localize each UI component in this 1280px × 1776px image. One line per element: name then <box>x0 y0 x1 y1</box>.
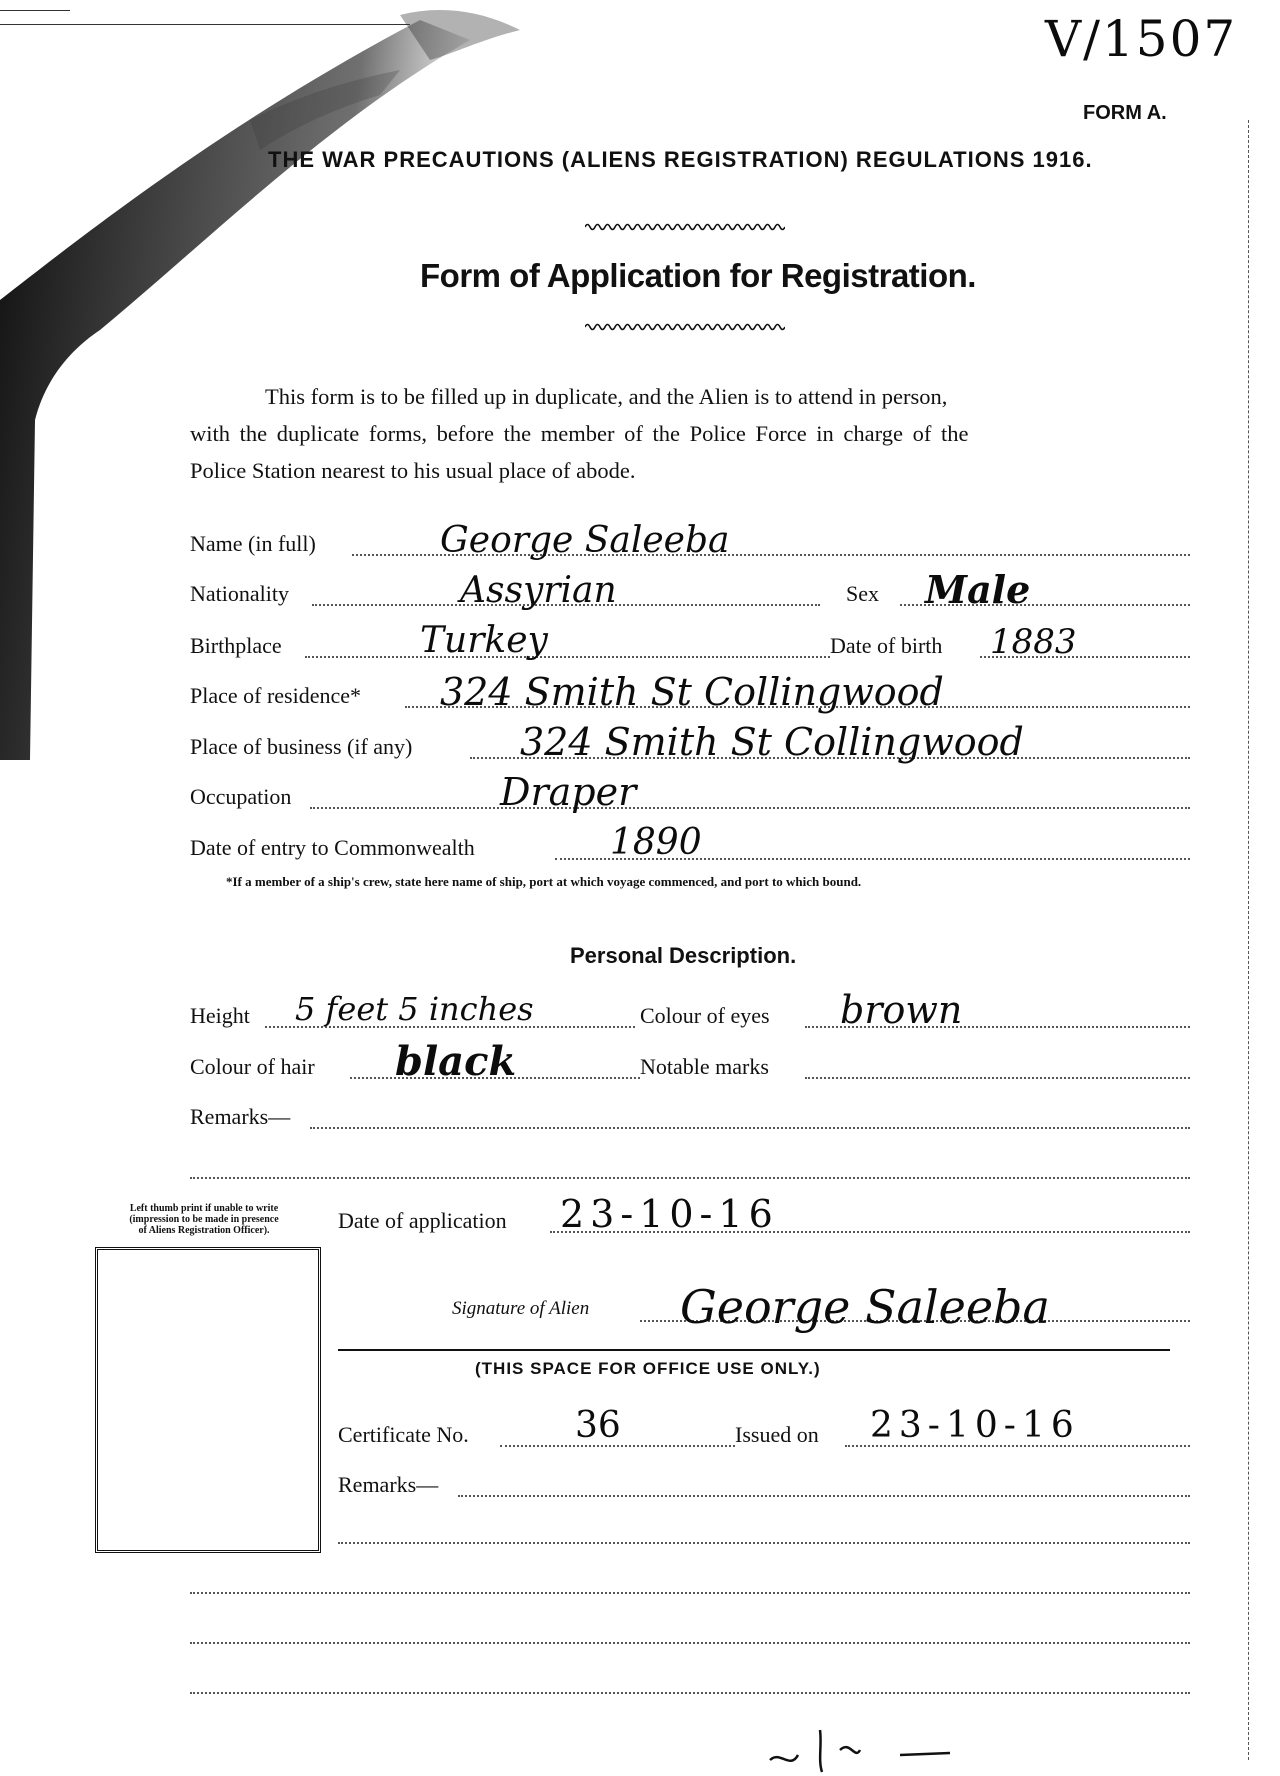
thumb-print-box[interactable] <box>95 1247 321 1553</box>
pen-marks <box>760 1720 1000 1776</box>
marks-label: Notable marks <box>640 1054 769 1079</box>
birthplace-label: Birthplace <box>190 633 282 658</box>
nationality-value[interactable]: Assyrian <box>460 570 617 611</box>
office-remarks-label: Remarks— <box>338 1472 439 1497</box>
entry-date-label: Date of entry to Commonwealth <box>190 835 475 860</box>
regulations-title: THE WAR PRECAUTIONS (ALIENS REGISTRATION) REGULATIONS 1916. <box>268 147 1093 172</box>
footnote: *If a member of a ship's crew, state here name of ship, port at which voyage commenced, and port to which bound. <box>226 874 862 889</box>
decorative-squiggle <box>585 322 785 332</box>
height-value[interactable]: 5 feet 5 inches <box>295 990 534 1028</box>
remarks-line-2 <box>190 1177 1190 1179</box>
certificate-label: Certificate No. <box>338 1422 469 1447</box>
right-edge-rule <box>1248 120 1249 1760</box>
remarks-line <box>310 1127 1190 1129</box>
thumb-caption-line-1: Left thumb print if unable to write <box>129 1203 279 1214</box>
decorative-squiggle <box>585 222 785 232</box>
occupation-line <box>310 807 1190 809</box>
residence-label: Place of residence* <box>190 683 362 708</box>
personal-description-heading: Personal Description. <box>570 943 797 968</box>
business-label: Place of business (if any) <box>190 734 413 759</box>
eyes-label: Colour of eyes <box>640 1003 770 1028</box>
instructions-line-3: Police Station nearest to his usual place of abode. <box>190 458 636 483</box>
business-value[interactable]: 324 Smith St Collingwood <box>520 720 1024 764</box>
hair-value[interactable]: black <box>395 1038 517 1085</box>
signature-value[interactable]: George Saleeba <box>680 1280 1050 1334</box>
application-date-value[interactable]: 23-10-16 <box>560 1192 779 1236</box>
office-remarks-line-3 <box>190 1592 1190 1594</box>
birthplace-line <box>305 656 830 658</box>
nationality-label: Nationality <box>190 581 289 606</box>
form-title: Form of Application for Registration. <box>420 257 976 294</box>
file-reference: V/1507 <box>1045 10 1238 68</box>
height-label: Height <box>190 1003 250 1028</box>
signature-label: Signature of Alien <box>452 1298 590 1319</box>
hair-label: Colour of hair <box>190 1054 315 1079</box>
name-label: Name (in full) <box>190 531 316 556</box>
eyes-value[interactable]: brown <box>840 988 963 1032</box>
sex-value[interactable]: Male <box>925 567 1031 612</box>
occupation-value[interactable]: Draper <box>500 770 637 814</box>
office-remarks-line-4 <box>190 1642 1190 1644</box>
office-use-heading: (THIS SPACE FOR OFFICE USE ONLY.) <box>475 1359 821 1378</box>
instructions-line-1: This form is to be filled up in duplicate, and the Alien is to attend in person, <box>265 384 948 409</box>
top-rule <box>0 10 70 11</box>
residence-value[interactable]: 324 Smith St Collingwood <box>440 670 944 714</box>
thumb-caption-line-3: of Aliens Registration Officer). <box>138 1225 270 1236</box>
occupation-label: Occupation <box>190 784 292 809</box>
thumb-print-caption <box>84 1203 324 1236</box>
instructions-line-2: with the duplicate forms, before the member of the Police Force in charge of the <box>190 421 969 446</box>
dob-label: Date of birth <box>830 633 943 658</box>
application-date-label: Date of application <box>338 1208 507 1233</box>
entry-date-value[interactable]: 1890 <box>610 822 702 863</box>
office-remarks-line-2 <box>338 1542 1190 1544</box>
name-value[interactable]: George Saleeba <box>440 520 730 561</box>
issued-label: Issued on <box>735 1422 819 1447</box>
issued-value[interactable]: 23-10-16 <box>870 1405 1080 1446</box>
dob-value[interactable]: 1883 <box>990 622 1077 662</box>
form-code: FORM A. <box>1083 102 1167 124</box>
sex-label: Sex <box>846 581 879 606</box>
office-remarks-line-5 <box>190 1692 1190 1694</box>
remarks-label: Remarks— <box>190 1104 291 1129</box>
marks-line <box>805 1077 1190 1079</box>
birthplace-value[interactable]: Turkey <box>420 620 548 661</box>
office-divider <box>338 1349 1170 1351</box>
office-remarks-line-1 <box>458 1495 1190 1497</box>
thumb-caption-line-2: (impression to be made in presence <box>129 1214 279 1225</box>
certificate-value[interactable]: 36 <box>575 1405 621 1446</box>
top-rule <box>0 24 410 25</box>
